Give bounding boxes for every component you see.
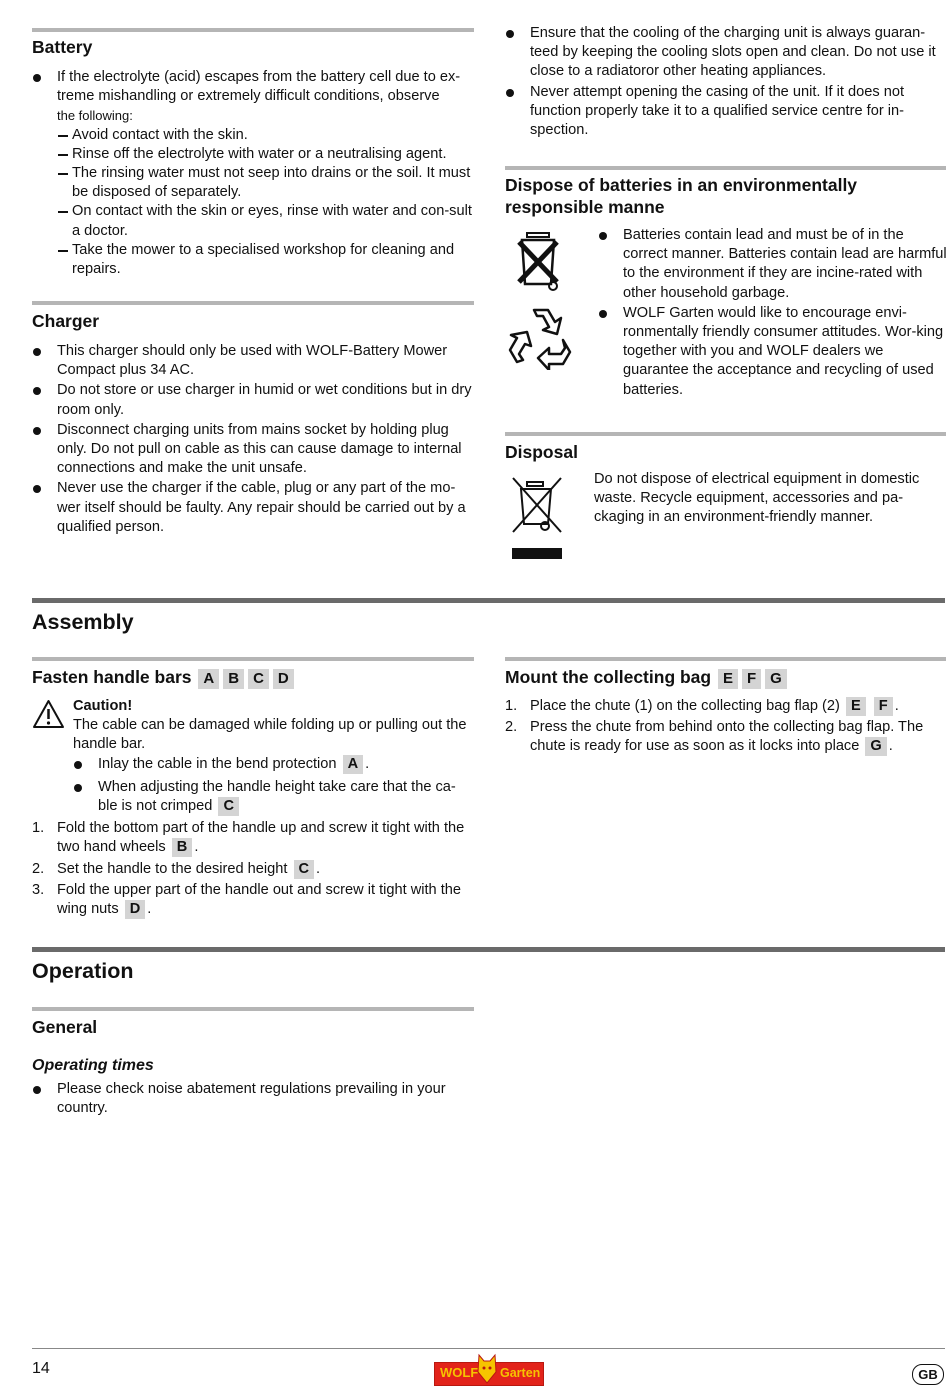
page-number: 14 (32, 1360, 50, 1377)
charger-section (32, 301, 474, 537)
step-item (505, 718, 946, 756)
footer-rule (32, 1348, 945, 1349)
section-rule (32, 657, 474, 661)
battery-dash-list (32, 126, 474, 280)
battery-section (32, 28, 474, 279)
list-item (32, 68, 474, 126)
section-rule-thick (32, 598, 945, 603)
list-item-text: Inlay the cable in the bend protection (98, 755, 337, 772)
charger-title: Charger (32, 311, 100, 331)
language-badge: GB (912, 1364, 944, 1385)
figure-tag: B (223, 669, 244, 689)
battery-title: Battery (32, 37, 93, 57)
list-item: Rinse off the electrolyte with water or a neutralising agent. (32, 145, 474, 164)
list-item: This charger should only be used with WOLF-Battery Mower Compact plus 34 AC. (32, 342, 474, 380)
assembly-title: Assembly (32, 610, 134, 634)
bag-title-text: Mount the collecting bag (505, 667, 712, 687)
step-text: Fold the upper part of the handle out and screw it tight with the wing nuts (57, 881, 462, 918)
step-text: Press the chute from behind onto the collecting bag flap. The chute is ready for use as soon as it locks into place (530, 719, 924, 755)
bag-title (505, 666, 946, 689)
step-text: Fold the bottom part of the handle up and screw it tight with the two hand wheels (57, 820, 465, 856)
logo-text-left: WOLF (440, 1365, 479, 1380)
weee-bin-icon (507, 472, 567, 562)
section-rule (32, 301, 474, 305)
figure-tag: F (742, 669, 761, 689)
step-item (32, 881, 474, 919)
battery-intro-tail: the following: (57, 108, 133, 124)
step-end: . (888, 738, 893, 755)
list-item: WOLF Garten would like to encourage envi-ronmentally friendly consumer attitudes. Wor-king together with you and WOLF dealers we guarantee the acceptance and recycling of used batteries. (598, 304, 947, 400)
section-rule (505, 657, 946, 661)
figure-tag: G (765, 669, 787, 689)
step-number: 3. (32, 881, 45, 898)
figure-tag: E (846, 697, 866, 716)
step-end: . (894, 698, 899, 714)
figure-tag: G (865, 737, 886, 756)
step-number: 2. (505, 719, 518, 736)
bag-section (505, 657, 946, 757)
charger-continued (505, 24, 947, 140)
figure-tag: F (874, 697, 893, 716)
list-item: Please check noise abatement regulations prevailing in your country. (32, 1080, 474, 1118)
figure-tag: C (248, 669, 269, 689)
step-end: . (147, 901, 152, 918)
charger-cont-list (505, 24, 947, 140)
step-number: 1. (32, 820, 45, 837)
section-rule (32, 1007, 474, 1011)
operation-list (32, 1080, 474, 1118)
operation-header (32, 947, 945, 984)
handle-steps (32, 819, 474, 919)
wolf-garten-logo (434, 1352, 542, 1386)
caution-block (32, 697, 474, 816)
caution-list (73, 755, 474, 817)
figure-tag: E (718, 669, 738, 689)
list-item: Take the mower to a specialised workshop for cleaning and repairs. (32, 241, 474, 279)
section-rule-thick (32, 947, 945, 952)
charger-list (32, 342, 474, 537)
step-text: Place the chute (1) on the collecting bag flap (2) (530, 698, 840, 714)
list-item: Avoid contact with the skin. (32, 126, 474, 145)
bag-steps (505, 697, 946, 757)
handle-title-text: Fasten handle bars (32, 667, 192, 687)
figure-tag: C (218, 797, 239, 816)
disposal-title: Disposal (505, 442, 578, 462)
step-number: 2. (32, 860, 45, 877)
list-item (73, 755, 474, 774)
list-item-end: . (365, 755, 370, 772)
figure-tag: A (343, 755, 364, 774)
figure-tag: A (198, 669, 219, 689)
operating-times-title: Operating times (32, 1057, 154, 1074)
list-item-text: When adjusting the handle height take care that the ca-ble is not crimped (98, 778, 456, 815)
list-item: Ensure that the cooling of the charging unit is always guaran-teed by keeping the cooling slots open and clean. Do not use it close to a radiatoror other heating appliances. (505, 24, 947, 82)
list-item: Never attempt opening the casing of the unit. If it does not function properly take it to a qualified service centre for in-spection. (505, 83, 947, 141)
list-item: The rinsing water must not seep into drains or the soil. It must be disposed of separately. (32, 164, 474, 202)
step-item (32, 860, 474, 879)
step-end: . (194, 839, 199, 856)
list-item (73, 778, 474, 816)
wolf-head-icon (476, 1352, 498, 1384)
figure-tag: D (273, 669, 294, 689)
step-end: . (316, 860, 321, 877)
dispose-list (598, 226, 947, 400)
section-rule (505, 432, 946, 436)
battery-list (32, 68, 474, 126)
dispose-title: Dispose of batteries in an environmentally responsible manne (505, 175, 858, 217)
handle-title (32, 666, 474, 689)
section-rule (505, 166, 946, 170)
crossed-bin-icon (513, 228, 573, 294)
list-item: Disconnect charging units from mains socket by holding plug only. Do not pull on cable as this can cause damage to internal connections and make the unit unsafe. (32, 421, 474, 479)
handle-section (32, 657, 474, 919)
disposal-text: Do not dispose of electrical equipment in domestic waste. Recycle equipment, accessories and pa-ckaging in an environment-friendly manner. (594, 471, 920, 526)
list-item: Never use the charger if the cable, plug or any part of the mo-wer itself should be faulty. Any repair should be carried out by a qualified person. (32, 479, 474, 537)
disposal-section (505, 432, 946, 571)
step-number: 1. (505, 698, 518, 714)
step-item (505, 697, 946, 716)
dispose-batteries-section (505, 166, 946, 406)
assembly-header (32, 598, 945, 635)
section-rule (32, 28, 474, 32)
general-title: General (32, 1017, 98, 1037)
recycle-icon (507, 304, 575, 370)
caution-text: The cable can be damaged while folding up or pulling out the handle bar. (73, 717, 467, 753)
list-item: Do not store or use charger in humid or wet conditions but in dry room only. (32, 381, 474, 419)
battery-intro: If the electrolyte (acid) escapes from the battery cell due to ex-treme mishandling or extremely difficult conditions, observe (57, 69, 461, 105)
step-item (32, 819, 474, 857)
operation-title: Operation (32, 959, 134, 983)
warning-icon (32, 699, 65, 735)
list-item: Batteries contain lead and must be of in the correct manner. Batteries contain lead are harmful to the environment if they are incine-rated with other household garbage. (598, 226, 947, 303)
general-section (32, 1007, 474, 1118)
step-text: Set the handle to the desired height (57, 860, 288, 877)
list-item: On contact with the skin or eyes, rinse with water and con-sult a doctor. (32, 202, 474, 240)
caution-title: Caution! (73, 698, 133, 714)
figure-tag: D (125, 900, 146, 919)
figure-tag: B (172, 838, 193, 857)
logo-text-right: Garten (500, 1366, 541, 1380)
figure-tag: C (294, 860, 315, 879)
